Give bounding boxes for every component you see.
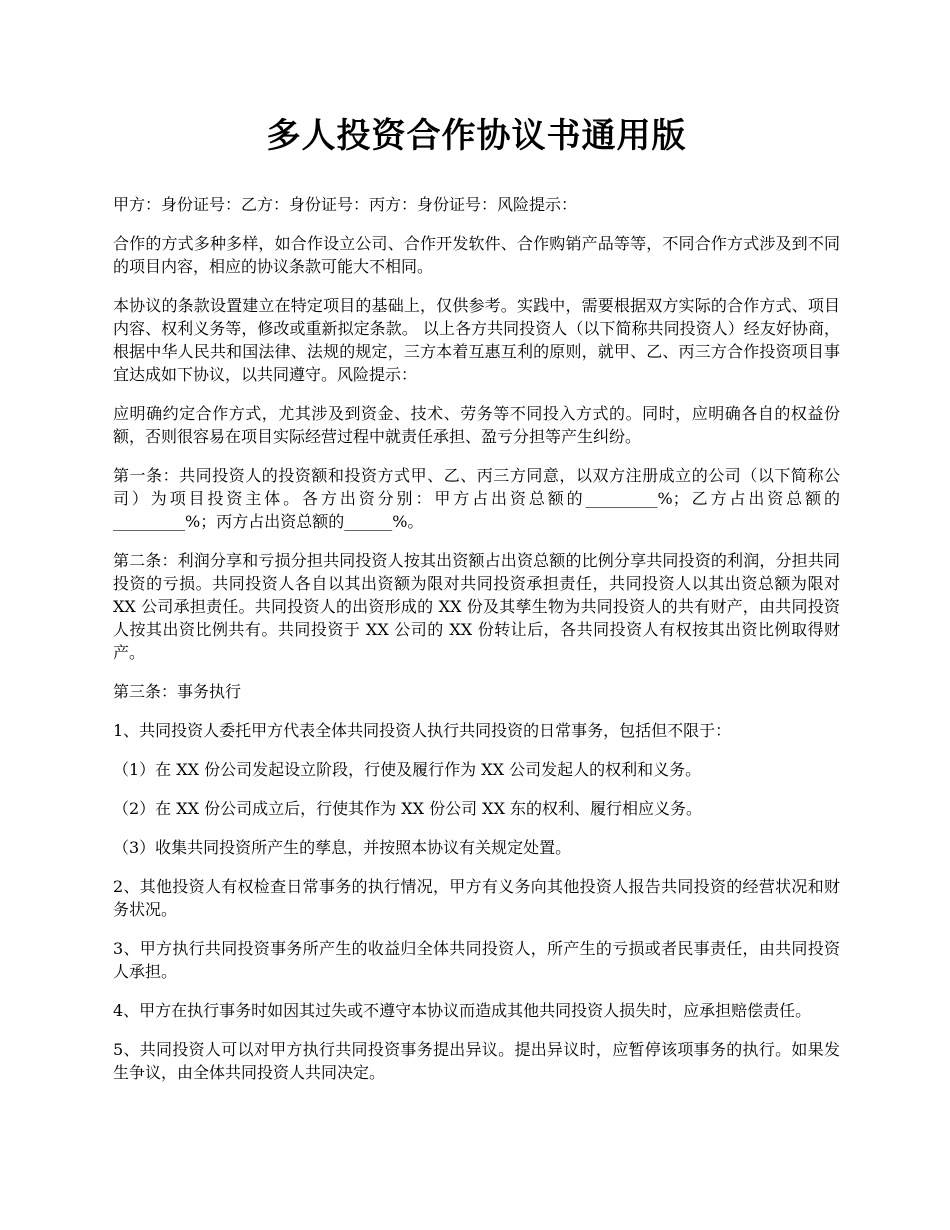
article-3-clause-4: 4、甲方在执行事务时如因其过失或不遵守本协议而造成其他共同投资人损失时，应承担赔偿责任。 — [113, 1001, 812, 1020]
article-2-profit-loss: 第二条：利润分享和亏损分担共同投资人按其出资额占出资总额的比例分享共同投资的利润，分担共同投资的亏损。共同投资人各自以其出资额为限对共同投资承担责任，共同投资人以其出资总额为限对 XX 公司承担责任。共同投资人的出资形成的 XX 份及其孳生物为共同投资人的共有财产，由共同投资人按其出资比例共有。共同投资于 XX 公司的 XX 份转让后，各共同投资人有权按其出资比例取得财产。 — [113, 551, 840, 662]
article-3-clause-1: 1、共同投资人委托甲方代表全体共同投资人执行共同投资的日常事务，包括但不限于： — [113, 721, 732, 740]
article-3-clause-1-item-1: （1）在 XX 份公司发起设立阶段，行使及履行作为 XX 公司发起人的权利和义务。 — [113, 760, 702, 779]
preamble-paragraph: 本协议的条款设置建立在特定项目的基础上，仅供参考。实践中，需要根据双方实际的合作方式、项目内容、权利义务等，修改或重新拟定条款。 以上各方共同投资人（以下简称共同投资人）经友好协商，根据中华人民共和国法律、法规的规定，三方本着互惠互利的原则，就甲、乙、丙三方合作投资项目事宜达成如下协议，以共同遵守。风险提示： — [113, 296, 840, 384]
article-3-heading: 第三条：事务执行 — [113, 682, 242, 701]
risk-note-cooperation-methods: 合作的方式多种多样，如合作设立公司、合作开发软件、合作购销产品等等，不同合作方式涉及到不同的项目内容，相应的协议条款可能大不相同。 — [113, 234, 840, 276]
parties-line: 甲方：身份证号：乙方：身份证号：丙方：身份证号：风险提示： — [113, 195, 578, 214]
risk-note-equity-shares: 应明确约定合作方式，尤其涉及到资金、技术、劳务等不同投入方式的。同时，应明确各自的权益份额，否则很容易在项目实际经营过程中就责任承担、盈亏分担等产生纠纷。 — [113, 404, 840, 446]
document-title: 多人投资合作协议书通用版 — [266, 116, 687, 156]
article-3-clause-1-item-3: （3）收集共同投资所产生的孳息，并按照本协议有关规定处置。 — [113, 838, 572, 857]
article-3-clause-5: 5、共同投资人可以对甲方执行共同投资事务提出异议。提出异议时，应暂停该项事务的执行。如果发生争议，由全体共同投资人共同决定。 — [113, 1040, 840, 1082]
article-3-clause-1-item-2: （2）在 XX 份公司成立后，行使其作为 XX 份公司 XX 东的权利、履行相应义务。 — [113, 799, 703, 818]
article-3-clause-3: 3、甲方执行共同投资事务所产生的收益归全体共同投资人，所产生的亏损或者民事责任，由共同投资人承担。 — [113, 939, 840, 981]
article-1-investment: 第一条：共同投资人的投资额和投资方式甲、乙、丙三方同意，以双方注册成立的公司（以下简称公司）为项目投资主体。各方出资分别：甲方占出资总额的_________%；乙方占出资总额的_________%；丙方占出资总额的______%。 — [113, 466, 840, 531]
article-3-clause-2: 2、其他投资人有权检查日常事务的执行情况，甲方有义务向其他投资人报告共同投资的经营状况和财务状况。 — [113, 877, 840, 919]
